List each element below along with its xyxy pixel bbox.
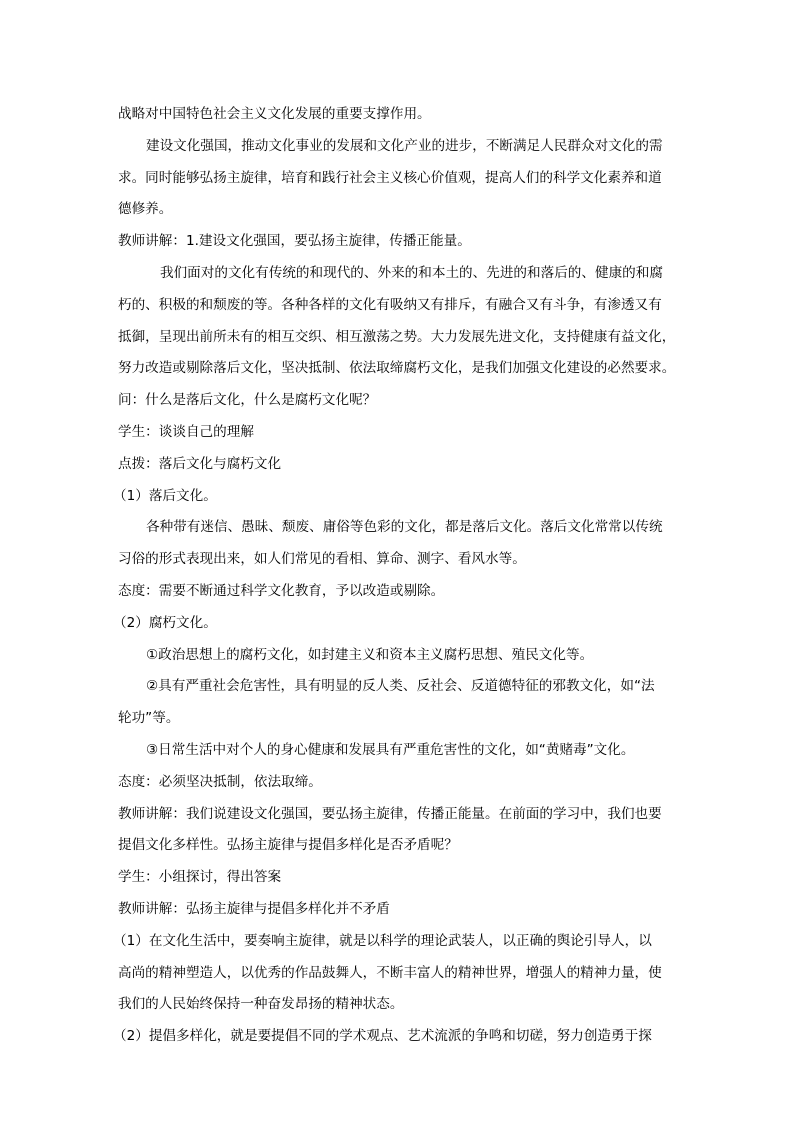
text-line: 学生：谈谈自己的理解 xyxy=(118,423,254,440)
text-line: 我们的人民始终保持一种奋发昂扬的精神状态。 xyxy=(118,996,404,1013)
text-line: ①政治思想上的腐朽文化，如封建主义和资本主义腐朽思想、殖民文化等。 xyxy=(146,646,594,663)
text-line: 点拨：落后文化与腐朽文化 xyxy=(118,455,282,472)
text-line: 各种带有迷信、愚昧、颓废、庸俗等色彩的文化，都是落后文化。落后文化常常以传统 xyxy=(146,519,663,536)
document-body xyxy=(113,99,678,1053)
text-line: 态度：必须坚决抵制，依法取缔。 xyxy=(118,773,322,790)
text-line: 态度：需要不断通过科学文化教育，予以改造或剔除。 xyxy=(118,582,445,599)
text-line: 努力改造或剔除落后文化，坚决抵制、依法取缔腐朽文化，是我们加强文化建设的必然要求。 xyxy=(118,360,676,377)
text-line: ③日常生活中对个人的身心健康和发展具有严重危害性的文化，如“黄赌毒”文化。 xyxy=(146,741,635,758)
text-line: 建设文化强国，推动文化事业的发展和文化产业的进步，不断满足人民群众对文化的需 xyxy=(146,137,663,154)
text-line: 求。同时能够弘扬主旋律，培育和践行社会主义核心价值观，提高人们的科学文化素养和道 xyxy=(118,169,662,186)
text-line: 我们面对的文化有传统的和现代的、外来的和本土的、先进的和落后的、健康的和腐 xyxy=(160,264,663,281)
text-line: （2）提倡多样化，就是要提倡不同的学术观点、艺术流派的争鸣和切磋，努力创造勇于探 xyxy=(113,1028,652,1045)
text-line: （1）在文化生活中，要奏响主旋律，就是以科学的理论武装人，以正确的舆论引导人，以 xyxy=(113,932,652,949)
text-line: 德修养。 xyxy=(118,201,173,218)
text-line: 战略对中国特色社会主义文化发展的重要支撑作用。 xyxy=(118,106,431,122)
text-line: 轮功”等。 xyxy=(118,710,180,727)
text-line: 问：什么是落后文化，什么是腐朽文化呢？ xyxy=(118,392,377,409)
text-line: 习俗的形式表现出来，如人们常见的看相、算命、测字、看风水等。 xyxy=(118,551,526,568)
text-line: 抵御，呈现出前所未有的相互交织、相互激荡之势。大力发展先进文化，支持健康有益文化， xyxy=(118,328,676,345)
text-line: 教师讲解：弘扬主旋律与提倡多样化并不矛盾 xyxy=(118,900,390,917)
text-line: 学生：小组探讨，得出答案 xyxy=(118,869,282,886)
text-line: （2）腐朽文化。 xyxy=(113,614,217,631)
text-line: 教师讲解：我们说建设文化强国，要弘扬主旋律，传播正能量。在前面的学习中，我们也要 xyxy=(118,805,662,822)
text-line: ②具有严重社会危害性，具有明显的反人类、反社会、反道德特征的邪教文化，如“法 xyxy=(146,678,655,695)
text-line: 教师讲解：1.建设文化强国，要弘扬主旋律，传播正能量。 xyxy=(118,233,471,250)
text-line: 朽的、积极的和颓废的等。各种各样的文化有吸纳又有排斥，有融合又有斗争，有渗透又有 xyxy=(118,296,662,313)
text-line: （1）落后文化。 xyxy=(113,487,217,504)
text-line: 高尚的精神塑造人，以优秀的作品鼓舞人，不断丰富人的精神世界，增强人的精神力量，使 xyxy=(118,964,662,981)
text-line: 提倡文化多样性。弘扬主旋律与提倡多样化是否矛盾呢？ xyxy=(118,837,458,854)
